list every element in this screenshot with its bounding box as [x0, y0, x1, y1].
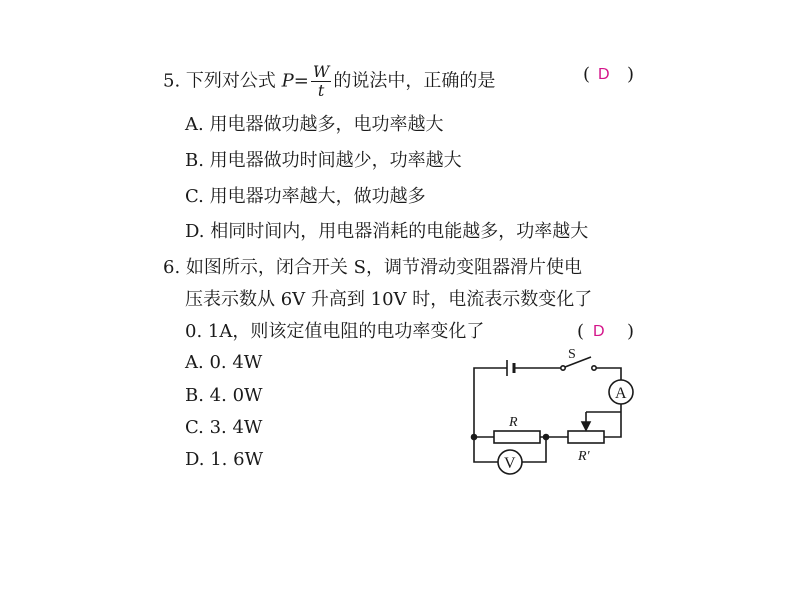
- formula-numerator: W: [312, 62, 330, 81]
- voltmeter-label: V: [504, 455, 516, 472]
- q6-paren-open: (: [577, 321, 585, 342]
- ammeter-label: A: [615, 385, 627, 402]
- q5-stem-before: 下列对公式: [185, 70, 276, 92]
- q5-paren-open: (: [583, 64, 591, 85]
- right-wire: [604, 404, 621, 437]
- q5-number: 5.: [163, 70, 181, 92]
- rheostat-icon: [568, 431, 604, 443]
- q6-option-b: B. 4. 0W: [185, 385, 263, 406]
- q6-option-d: D. 1. 6W: [185, 449, 264, 470]
- top-wire-right: [596, 368, 621, 380]
- formula-eq: =: [293, 70, 309, 92]
- rheostat-label: R′: [578, 449, 590, 464]
- q5-paren-close: ): [627, 64, 635, 85]
- q6-answer: D: [593, 323, 605, 340]
- battery-icon: [507, 360, 514, 376]
- q6-option-a: A. 0. 4W: [185, 352, 263, 373]
- resistor-label: R: [509, 415, 518, 430]
- formula-lhs: P: [281, 70, 294, 92]
- q5-option-b: B. 用电器做功时间越少，功率越大: [185, 150, 462, 171]
- q6-option-c: C. 3. 4W: [185, 417, 263, 438]
- q6-stem-line-1: 6. 如图所示，闭合开关 S，调节滑动变阻器滑片使电: [163, 257, 582, 278]
- q5-option-c: C. 用电器功率越大，做功越多: [185, 186, 426, 207]
- switch-icon: [561, 357, 596, 370]
- formula-denominator: t: [317, 81, 325, 100]
- slider-arrow-icon: [582, 412, 621, 430]
- q5-stem-after: 的说法中，正确的是: [333, 70, 496, 92]
- q5-option-a: A. 用电器做功越多，电功率越大: [185, 114, 444, 135]
- switch-label: S: [568, 347, 576, 362]
- q6-paren-close: ): [627, 321, 635, 342]
- q6-stem-line-2: 压表示数从 6V 升高到 10V 时，电流表示数变化了: [185, 289, 593, 310]
- q5-option-d: D. 相同时间内，用电器消耗的电能越多，功率越大: [185, 221, 589, 242]
- q6-stem-line-3: 0. 1A，则该定值电阻的电功率变化了: [185, 321, 485, 342]
- top-wire-left: [474, 368, 507, 437]
- q5-answer: D: [598, 66, 610, 83]
- resistor-icon: [494, 431, 540, 443]
